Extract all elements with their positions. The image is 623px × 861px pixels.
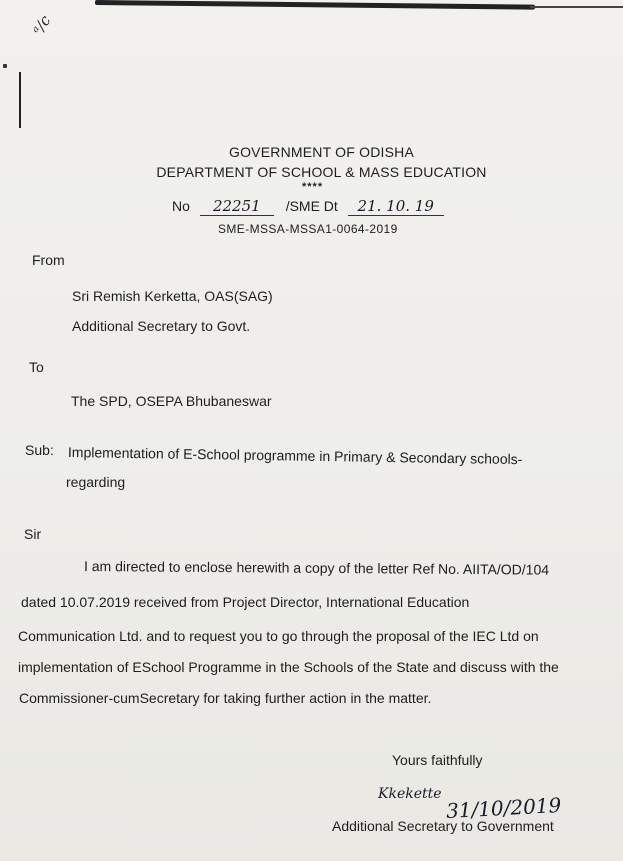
ref-no-label: No: [172, 198, 190, 214]
signatory-designation: Additional Secretary to Government: [332, 818, 554, 834]
government-heading: GOVERNMENT OF ODISHA: [229, 144, 414, 160]
margin-pen-mark: [19, 72, 21, 128]
sender-name: Sri Remish Kerketta, OAS(SAG): [72, 288, 273, 304]
ref-number: 22251: [200, 197, 274, 216]
ref-dept-code: /SME Dt: [285, 198, 338, 214]
body-line-4: implementation of ESchool Programme in the Schools of the State and discuss with the: [18, 659, 559, 675]
body-line-5: Commissioner-cumSecretary for taking further action in the matter.: [19, 690, 432, 706]
margin-tick-mark: [3, 64, 7, 68]
top-edge-stroke-right: [530, 6, 623, 8]
subject-line-2: regarding: [66, 474, 126, 490]
signature-date: 31/10/2019: [445, 792, 562, 824]
salutation: Sir: [24, 526, 42, 542]
ref-date: 21. 10. 19: [348, 197, 444, 216]
recipient: The SPD, OSEPA Bhubaneswar: [71, 393, 272, 409]
letter-reference: [172, 197, 444, 216]
department-heading: DEPARTMENT OF SCHOOL & MASS EDUCATION: [156, 164, 487, 180]
subject-label: Sub:: [25, 442, 54, 458]
sender-designation: Additional Secretary to Govt.: [72, 318, 251, 334]
top-edge-stroke: [95, 0, 535, 10]
body-line-2: dated 10.07.2019 received from Project Director, International Education: [21, 594, 470, 610]
body-line-1: I am directed to enclose herewith a copy of the letter Ref No. AIITA/OD/104: [83, 558, 550, 578]
subject-line-1: [68, 444, 588, 468]
from-label: From: [32, 252, 65, 268]
to-label: To: [29, 359, 44, 375]
subject-text: Implementation of E-School programme in Primary & Secondary schools-: [67, 444, 523, 468]
signature-scrawl: Kkekette: [378, 786, 442, 802]
file-number: SME-MSSA-MSSA1-0064-2019: [218, 222, 398, 236]
closing: Yours faithfully: [392, 752, 483, 768]
body-line-3: Communication Ltd. and to request you to go through the proposal of the IEC Ltd on: [18, 628, 539, 644]
header-ornament: ****: [302, 181, 324, 193]
handwritten-initials: ᵃ/c: [28, 12, 55, 38]
